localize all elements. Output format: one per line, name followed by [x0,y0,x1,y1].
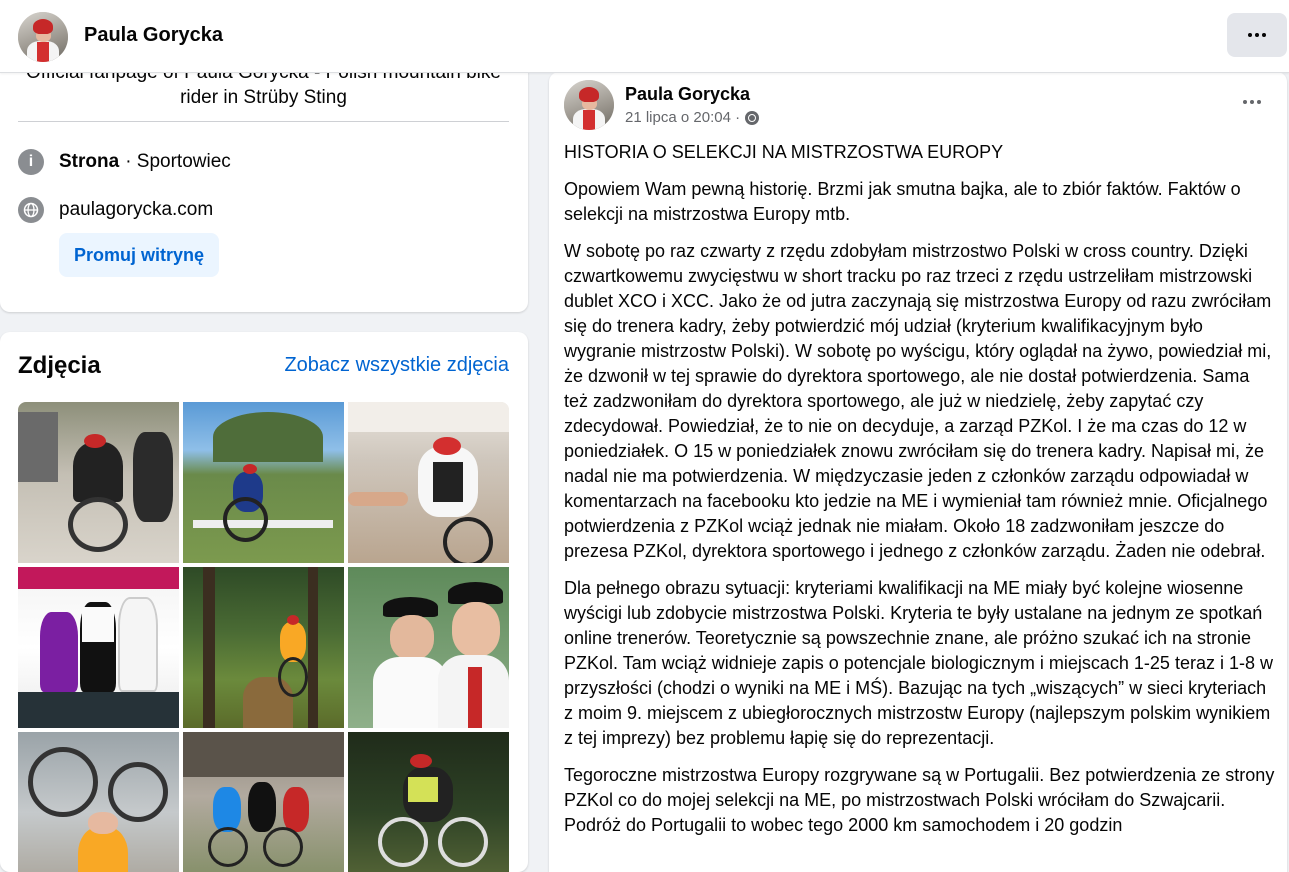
intro-description: rider in Strüby Sting [180,87,347,108]
photos-card [0,332,528,872]
promote-website-button[interactable]: Promuj witrynę [59,233,219,277]
post-meta [625,109,759,126]
photo-thumbnail[interactable] [18,402,179,563]
photos-title: Zdjęcia [18,352,101,379]
page-name[interactable]: Paula Gorycka [84,24,223,46]
photo-grid [18,402,509,872]
photo-thumbnail[interactable] [348,567,509,728]
intro-divider [18,121,509,122]
website-link[interactable]: paulagorycka.com [59,199,214,220]
photo-thumbnail[interactable] [183,732,344,872]
category-row [18,149,231,175]
post-paragraph: Tegoroczne mistrzostwa Europy rozgrywane są w Portugalii. Bez potwierdzenia ze strony PZKol co do mojej selekcji na ME, po mistrzostwach Polski wróciłam do Szwajcarii. Podróż do Portugalii to wobec tego 2000 km samochodem i 20 godzin [564,765,1275,835]
post-card [549,72,1287,872]
photo-thumbnail[interactable] [183,402,344,563]
see-all-photos-link[interactable]: Zobacz wszystkie zdjęcia [284,354,509,376]
post-more-dots-icon [1243,100,1261,104]
post-paragraph: Dla pełnego obrazu sytuacji: kryteriami kwalifikacji na ME miały być kolejne wiosenne wyścigi lub zdobycie mistrzostwa Polski. Kryteria te były ustalane na jednym ze spotkań online trenerów. Teoretycznie są powszechnie znane, ale próżno szukać ich na stronie PZKol. Tam wciąż widnieje zapis o potencjale biologicznym i miejscach 1-25 teraz i 1-8 w przyszłości (chodzi o wyniki na ME i MŚ). Bazując na tych „wiszących” w sieci kryteriach z moim 9. miejscem z ubiegłorocznych mistrzostw Europy (najlepszym polskim wynikiem z tej imprezy) bez problemu łapię się do reprezentacji. [564,578,1273,748]
profile-avatar[interactable] [18,12,68,62]
post-author-name[interactable]: Paula Gorycka [625,84,751,104]
post-author-avatar[interactable] [564,80,614,130]
post-date[interactable]: 21 lipca o 20:04 · [625,109,741,126]
public-globe-icon [745,111,759,125]
category-label: Strona [59,151,120,172]
photo-thumbnail[interactable] [18,732,179,872]
post-paragraph: W sobotę po raz czwarty z rzędu zdobyłam mistrzostwo Polski w cross country. Dzięki czwartkowemu zwycięstwu w short tracku po raz trzeci z rzędu ustrzeliłam mistrzowski dublet XCO i XCC. Jako że od jutra zaczynają się mistrzostwa Europy od razu zwróciłam się do trenera kadry, żeby potwierdzić mój udział (kryterium kwalifikacyjnym było wygranie mistrzostw Polski). W sobotę po wyścigu, który oglądał na żywo, powiedział mi, że dzwonił w tej sprawie do dyrektora sportowego, ale nie dostał potwierdzenia. Sama też zadzwoniłam do dyrektora sportowego, ale już w niedzielę, żeby zapytać czy zdecydował. Powiedział, że to nie on decyduje, a zarząd PZKol. I że ma czas do 12 w poniedziałek. O 15 w poniedziałek znowu zwróciłam się do trenera kadry. Napisał mi, że nadal nie ma potwierdzenia. W międzyczasie jeden z członków zarządu odpowiadał w komentarzach na facebooku kto jedzie na ME i wymieniał tam również mnie. Oficjalnego potwierdzenia z PZKol wciąż jednak nie miałam. Około 18 zadzwoniłam jeszcze do prezesa PZKol, dyrektora sportowego i jednego z członków zarządu. Żaden nie odebrał. [564,241,1272,561]
more-options-button[interactable] [1227,13,1287,57]
post-paragraph: Opowiem Wam pewną historię. Brzmi jak smutna bajka, ale to zbiór faktów. Faktów o selekcji na mistrzostwa Europy mtb. [564,179,1241,224]
photo-thumbnail[interactable] [348,732,509,872]
photo-thumbnail[interactable] [348,402,509,563]
website-row [18,197,213,223]
category-value: · Sportowiec [125,151,231,172]
post-paragraph: HISTORIA O SELEKCJI NA MISTRZOSTWA EUROPY [564,142,1004,162]
photo-thumbnail[interactable] [183,567,344,728]
more-dots-icon [1248,33,1266,37]
page-header [0,0,1289,73]
globe-icon [18,197,44,223]
intro-card [0,50,528,312]
post-text [564,140,1276,850]
info-icon: i [18,149,44,175]
photo-thumbnail[interactable] [18,567,179,728]
post-options-button[interactable] [1243,100,1261,104]
